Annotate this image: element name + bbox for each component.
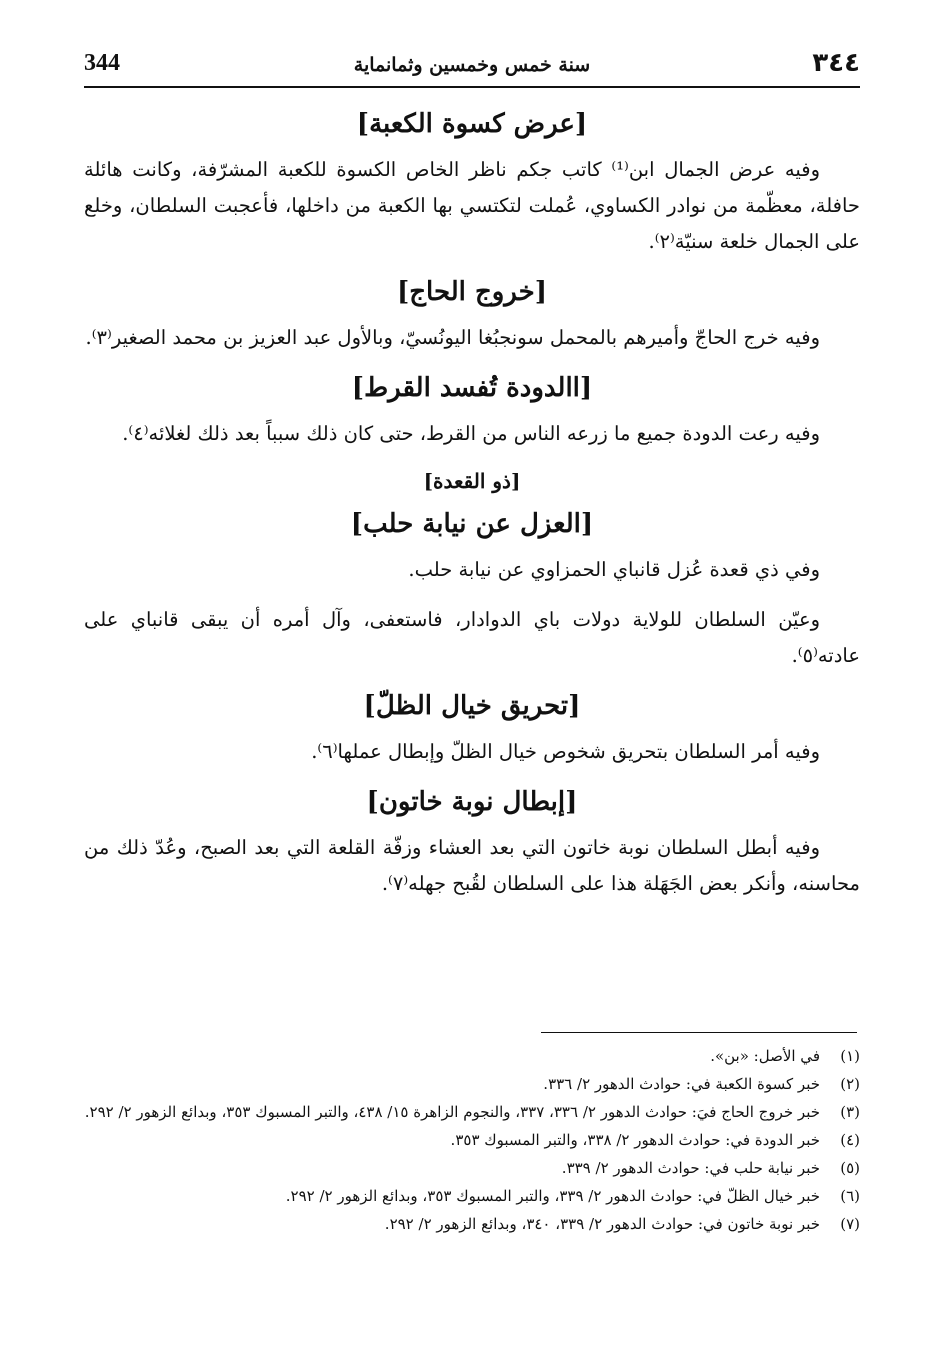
footnote-text: خبر نوبة خاتون في: حوادث الدهور ٢/ ٣٣٩، ٣٤٠، وبدائع الزهور ٢/ ٢٩٢. — [384, 1215, 820, 1233]
page-number-latin: 344 — [84, 50, 120, 76]
paragraph-aleppo-1: وفي ذي قعدة عُزل قانباي الحمزاوي عن نيابة حلب. — [408, 558, 820, 581]
section-heading-kiswa: [عرض كسوة الكعبة] — [356, 109, 588, 139]
paragraph-kiswa: وفيه عرض الجمال ابن⁽¹⁾ كاتب جكم ناظر الخاص الكسوة للكعبة المشرّفة، وكانت هائلة حافلة، معظّمة من نوادر الكساوي، عُملت لتكتسي بها الكعبة من داخلها، فأعجبت السلطان، وخلع على الجمال خلعة سنيّة⁽٢⁾. — [84, 158, 860, 253]
footnote-item — [84, 1042, 860, 1070]
footnote-item — [84, 1126, 860, 1154]
page-header — [84, 46, 860, 88]
section-heading-aleppo: [العزل عن نيابة حلب] — [350, 509, 594, 539]
footnote-text: خبر كسوة الكعبة في: حوادث الدهور ٢/ ٣٣٦. — [543, 1075, 820, 1093]
section-heading-worm: [االدودة تُفسد القرط] — [351, 373, 593, 403]
paragraph-khatun: وفيه أبطل السلطان نوبة خاتون التي بعد العشاء وزفّة القلعة التي بعد الصبح، وعُدّ ذلك من محاسنه، وأنكر بعض الجَهَلة هذا على السلطان لقُبح جهله⁽٧⁾. — [84, 836, 860, 895]
footnote-text: خبر الدودة في: حوادث الدهور ٢/ ٣٣٨، والتبر المسبوك ٣٥٣. — [450, 1131, 820, 1149]
paragraph-shadow-play: وفيه أمر السلطان بتحريق شخوص خيال الظلّ وإبطال عملها⁽٦⁾. — [311, 740, 820, 763]
footnote-number: (٣) — [840, 1103, 860, 1121]
section-heading-shadow-play: [تحريق خيال الظلّ] — [363, 691, 581, 721]
footnote-number: (٧) — [840, 1215, 860, 1233]
footnote-text: خبر خروج الحاج فيَ: حوادث الدهور ٢/ ٣٣٦، ٣٣٧، والنجوم الزاهرة ١٥/ ٤٣٨، والتبر المسبوك ٣٥٣، وبدائع الزهور ٢/ ٢٩٢. — [84, 1103, 820, 1121]
footnote-item — [84, 1154, 860, 1182]
section-heading-khatun: [إبطال نوبة خاتون] — [366, 787, 578, 817]
footnote-text: في الأصل: «بن». — [710, 1047, 820, 1065]
section-heading-hajj: [خروج الحاج] — [396, 277, 548, 307]
main-text — [84, 106, 860, 916]
footnotes — [84, 1042, 860, 1238]
paragraph-aleppo-2: وعيّن السلطان للولاية دولات باي الدوادار، فاستعفى، وآل أمره أن يبقى قانباي على عادته⁽٥⁾. — [84, 608, 860, 667]
footnote-item — [84, 1182, 860, 1210]
footnote-number: (١) — [840, 1047, 860, 1065]
month-heading: [ذو القعدة] — [423, 469, 521, 493]
footnote-text: خبر خيال الظلّ في: حوادث الدهور ٢/ ٣٣٩، والتبر المسبوك ٣٥٣، وبدائع الزهور ٢/ ٢٩٢. — [285, 1187, 820, 1205]
paragraph-worm: وفيه رعت الدودة جميع ما زرعه الناس من القرط، حتى كان ذلك سبباً بعد ذلك لغلائه⁽٤⁾. — [122, 422, 820, 445]
paragraph-hajj: وفيه خرج الحاجّ وأميرهم بالمحمل سونجبُغا اليونُسيّ، وبالأول عبد العزيز بن محمد الصغير⁽٣⁾. — [85, 326, 820, 349]
page-number-arabic: ٣٤٤ — [812, 48, 860, 78]
footnote-item — [84, 1070, 860, 1098]
footnote-item — [84, 1098, 860, 1126]
footnote-number: (٥) — [840, 1159, 860, 1177]
footnote-number: (٢) — [840, 1075, 860, 1093]
footnote-item — [84, 1210, 860, 1238]
footnote-number: (٤) — [840, 1131, 860, 1149]
footnote-divider — [541, 1032, 857, 1033]
footnote-number: (٦) — [840, 1187, 860, 1205]
footnote-text: خبر نيابة حلب في: حوادث الدهور ٢/ ٣٣٩. — [561, 1159, 820, 1177]
running-title: سنة خمس وخمسين وثمانماية — [353, 54, 591, 76]
